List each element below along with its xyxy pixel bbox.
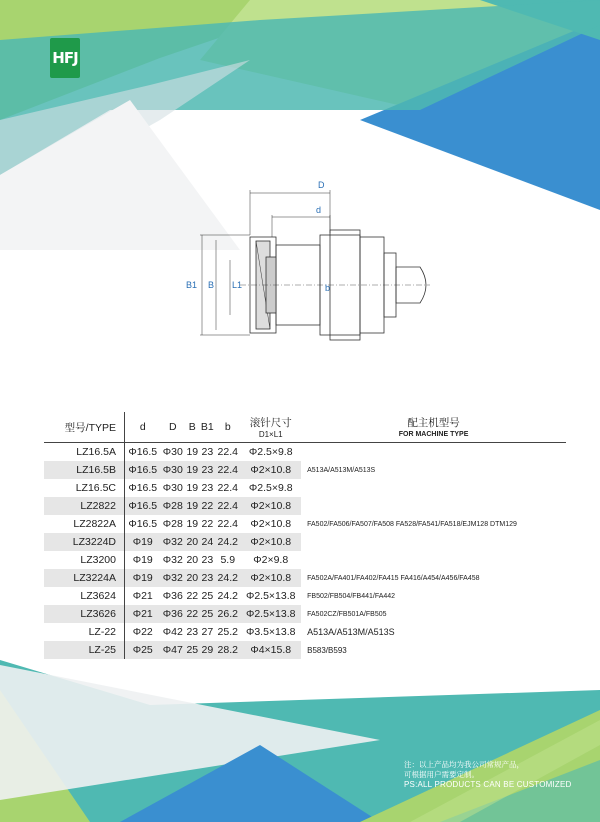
cell-B1: 23 xyxy=(199,569,215,587)
cell-B: 22 xyxy=(186,590,199,602)
cell-type: LZ16.5B xyxy=(44,461,125,479)
cell-D: Φ36 xyxy=(161,605,186,623)
dim-label-B: B xyxy=(208,280,215,290)
cell-type: LZ3224A xyxy=(44,569,125,587)
table-row xyxy=(44,497,566,515)
dim-label-L1: L1 xyxy=(232,280,243,290)
cell-b: 22.4 xyxy=(217,518,238,530)
cell-roller: Φ2.5×9.8 xyxy=(248,482,293,494)
header-machine-cn: 配主机型号 xyxy=(407,417,460,429)
cell-D: Φ32 xyxy=(162,554,183,566)
cell-type: LZ2822A xyxy=(44,515,125,533)
table-row xyxy=(44,551,566,569)
cell-d: Φ19 xyxy=(132,554,153,566)
cell-roller: Φ2×10.8 xyxy=(240,569,301,587)
cell-machine: FA502CZ/FB501A/FB505 xyxy=(301,605,566,623)
table-row xyxy=(44,605,566,623)
cell-machine: A513A/A513M/A513S xyxy=(301,623,566,641)
cell-roller: Φ2.5×13.8 xyxy=(245,590,296,602)
cell-b: 5.9 xyxy=(220,554,236,566)
header-machine xyxy=(301,412,566,443)
cell-B: 19 xyxy=(185,497,199,515)
cell-d: Φ16.5 xyxy=(128,518,158,530)
dim-label-b: b xyxy=(325,283,331,293)
cell-d: Φ21 xyxy=(132,590,153,602)
cell-roller: Φ2.5×13.8 xyxy=(240,605,301,623)
note-line-3: PS:ALL PRODUCTS CAN BE CUSTOMIZED xyxy=(404,780,572,789)
cell-B: 19 xyxy=(185,461,199,479)
cell-d: Φ16.5 xyxy=(128,482,158,494)
header-roller-sub: D1×L1 xyxy=(258,430,283,439)
cell-type: LZ3626 xyxy=(44,605,125,623)
header-B: B xyxy=(188,421,196,433)
cell-roller: Φ2.5×9.8 xyxy=(248,446,293,458)
cell-D: Φ28 xyxy=(162,518,183,530)
cell-D: Φ47 xyxy=(161,641,186,659)
dim-label-D: D xyxy=(318,180,325,190)
cell-D: Φ42 xyxy=(162,626,183,638)
cell-B: 23 xyxy=(186,626,199,638)
cell-machine: A513A/A513M/A513S xyxy=(301,443,566,498)
cell-B: 19 xyxy=(186,446,199,458)
bearing-drawing xyxy=(180,175,440,355)
cell-b: 22.4 xyxy=(215,461,240,479)
cell-B: 19 xyxy=(186,482,199,494)
note-line-1: 注：以上产品均为我公司常规产品， xyxy=(404,760,524,769)
cell-machine: FB502/FB504/FB441/FA442 xyxy=(301,587,566,605)
cell-type: LZ16.5A xyxy=(44,443,125,462)
cell-roller: Φ3.5×13.8 xyxy=(245,626,296,638)
table-row xyxy=(44,587,566,605)
dim-label-B1: B1 xyxy=(186,280,198,290)
cell-B: 20 xyxy=(185,533,199,551)
header-roller-cn: 滚针尺寸 xyxy=(249,417,292,429)
cell-B1: 24 xyxy=(199,533,215,551)
cell-d: Φ22 xyxy=(132,626,153,638)
cell-B1: 23 xyxy=(201,554,214,566)
cell-B1: 22 xyxy=(201,518,214,530)
cell-b: 28.2 xyxy=(215,641,240,659)
cell-b: 24.2 xyxy=(215,569,240,587)
header-roller xyxy=(240,412,301,443)
header-D: D xyxy=(169,421,177,433)
cell-D: Φ28 xyxy=(161,497,186,515)
company-logo: HFJ xyxy=(50,38,80,78)
cell-D: Φ30 xyxy=(161,461,186,479)
cell-type: LZ-25 xyxy=(44,641,125,659)
cell-roller: Φ2×10.8 xyxy=(240,461,301,479)
cell-B: 19 xyxy=(186,518,199,530)
cell-type: LZ3224D xyxy=(44,533,125,551)
header-machine-sub: FOR MACHINE TYPE xyxy=(398,431,469,438)
cell-type: LZ2822 xyxy=(44,497,125,515)
cell-type: LZ16.5C xyxy=(44,479,125,497)
cell-b: 24.2 xyxy=(217,590,238,602)
header-b: b xyxy=(224,421,231,433)
cell-D: Φ32 xyxy=(161,533,186,551)
cell-d: Φ19 xyxy=(125,569,161,587)
cell-B1: 23 xyxy=(201,446,214,458)
cell-D: Φ30 xyxy=(162,482,183,494)
table-row xyxy=(44,443,566,462)
cell-d: Φ19 xyxy=(125,533,161,551)
cell-B: 25 xyxy=(185,641,199,659)
cell-roller: Φ4×15.8 xyxy=(240,641,301,659)
cell-B1: 25 xyxy=(201,590,214,602)
table-row xyxy=(44,569,566,587)
cell-B1: 25 xyxy=(199,605,215,623)
cell-b: 26.2 xyxy=(215,605,240,623)
cell-machine: FA502A/FA401/FA402/FA415 FA416/A454/A456/FA458 xyxy=(301,569,566,587)
table-row xyxy=(44,641,566,659)
cell-machine-empty xyxy=(301,551,566,569)
cell-b: 25.2 xyxy=(217,626,238,638)
cell-B1: 23 xyxy=(199,461,215,479)
cell-b: 22.4 xyxy=(217,446,238,458)
cell-B: 20 xyxy=(186,554,199,566)
footer-note xyxy=(404,760,572,790)
cell-D: Φ30 xyxy=(162,446,183,458)
cell-type: LZ3200 xyxy=(44,551,125,569)
cell-D: Φ32 xyxy=(161,569,186,587)
note-line-2: 可根据用户需要定制。 xyxy=(404,770,479,779)
cell-d: Φ16.5 xyxy=(128,446,158,458)
cell-B1: 27 xyxy=(201,626,214,638)
cell-d: Φ21 xyxy=(125,605,161,623)
header-d: d xyxy=(139,421,146,433)
cell-type: LZ-22 xyxy=(44,623,125,641)
cell-b: 24.2 xyxy=(215,533,240,551)
header-B1: B1 xyxy=(200,421,214,433)
cell-roller: Φ2×10.8 xyxy=(240,533,301,551)
cell-roller: Φ2×10.8 xyxy=(240,497,301,515)
cell-d: Φ16.5 xyxy=(125,461,161,479)
cell-B1: 22 xyxy=(199,497,215,515)
table-header-row xyxy=(44,412,566,443)
cell-type: LZ3624 xyxy=(44,587,125,605)
table-row xyxy=(44,623,566,641)
cell-b: 22.4 xyxy=(215,497,240,515)
cell-roller: Φ2×10.8 xyxy=(250,518,292,530)
cell-B1: 23 xyxy=(201,482,214,494)
dim-label-d: d xyxy=(316,205,322,215)
cell-d: Φ25 xyxy=(125,641,161,659)
cell-D: Φ36 xyxy=(162,590,183,602)
cell-machine: FA502/FA506/FA507/FA508 FA528/FA541/FA518/EJM128 DTM129 xyxy=(301,497,566,551)
spec-table xyxy=(44,412,566,659)
cell-B: 22 xyxy=(185,605,199,623)
cell-machine: B583/B593 xyxy=(301,641,566,659)
cell-b: 22.4 xyxy=(217,482,238,494)
cell-d: Φ16.5 xyxy=(125,497,161,515)
cell-roller: Φ2×9.8 xyxy=(253,554,289,566)
cell-B1: 29 xyxy=(199,641,215,659)
cell-B: 20 xyxy=(185,569,199,587)
header-type: 型号/TYPE xyxy=(44,412,125,443)
